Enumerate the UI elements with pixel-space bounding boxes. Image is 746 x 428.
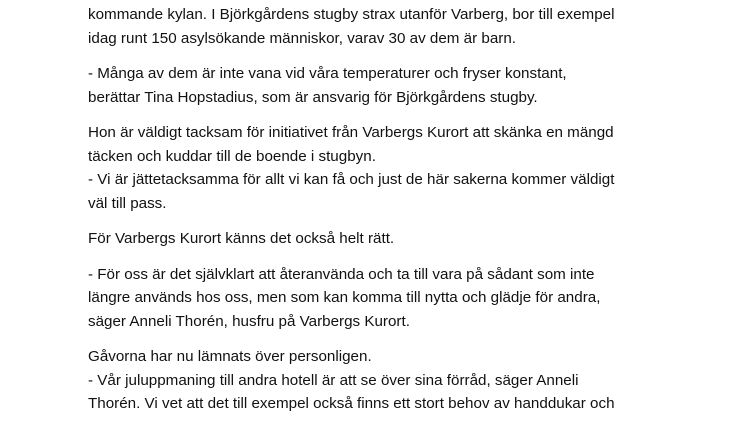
text-line: Gåvorna har nu lämnats över personligen.: [88, 348, 372, 365]
text-line: - Många av dem är inte vana vid våra temperaturer och fryser konstant,: [88, 65, 567, 82]
text-line: Thorén. Vi vet att det till exempel också finns ett stort behov av handdukar och: [88, 395, 615, 412]
paragraph-2: [88, 62, 728, 109]
paragraph-1: [88, 3, 728, 50]
text-line: För Varbergs Kurort känns det också helt rätt.: [88, 230, 395, 247]
text-line: kommande kylan. I Björkgårdens stugby strax utanför Varberg, bor till exempel: [88, 6, 615, 23]
text-line: täcken och kuddar till de boende i stugbyn.: [88, 147, 376, 165]
paragraph-4: [88, 227, 728, 251]
paragraph-3: [88, 121, 728, 215]
paragraph-6: [88, 345, 728, 416]
paragraph-5: [88, 263, 728, 334]
document-body: [88, 3, 728, 428]
text-line: säger Anneli Thorén, husfru på Varbergs Kurort.: [88, 312, 410, 330]
text-line: idag runt 150 asylsökande människor, varav 30 av dem är barn.: [88, 29, 517, 47]
text-line: berättar Tina Hopstadius, som är ansvarig för Björkgårdens stugby.: [88, 88, 538, 106]
text-line: väl till pass.: [88, 194, 167, 212]
text-line: Hon är väldigt tacksam för initiativet från Varbergs Kurort att skänka en mängd: [88, 124, 614, 141]
text-line: - För oss är det självklart att återanvända och ta till vara på sådant som inte: [88, 265, 595, 283]
text-line: längre används hos oss, men som kan komma till nytta och glädje för andra,: [88, 289, 601, 306]
text-line: - Vi är jättetacksamma för allt vi kan få och just de här sakerna kommer väldigt: [88, 171, 615, 188]
text-line: - Vår juluppmaning till andra hotell är att se över sina förråd, säger Anneli: [88, 371, 579, 389]
